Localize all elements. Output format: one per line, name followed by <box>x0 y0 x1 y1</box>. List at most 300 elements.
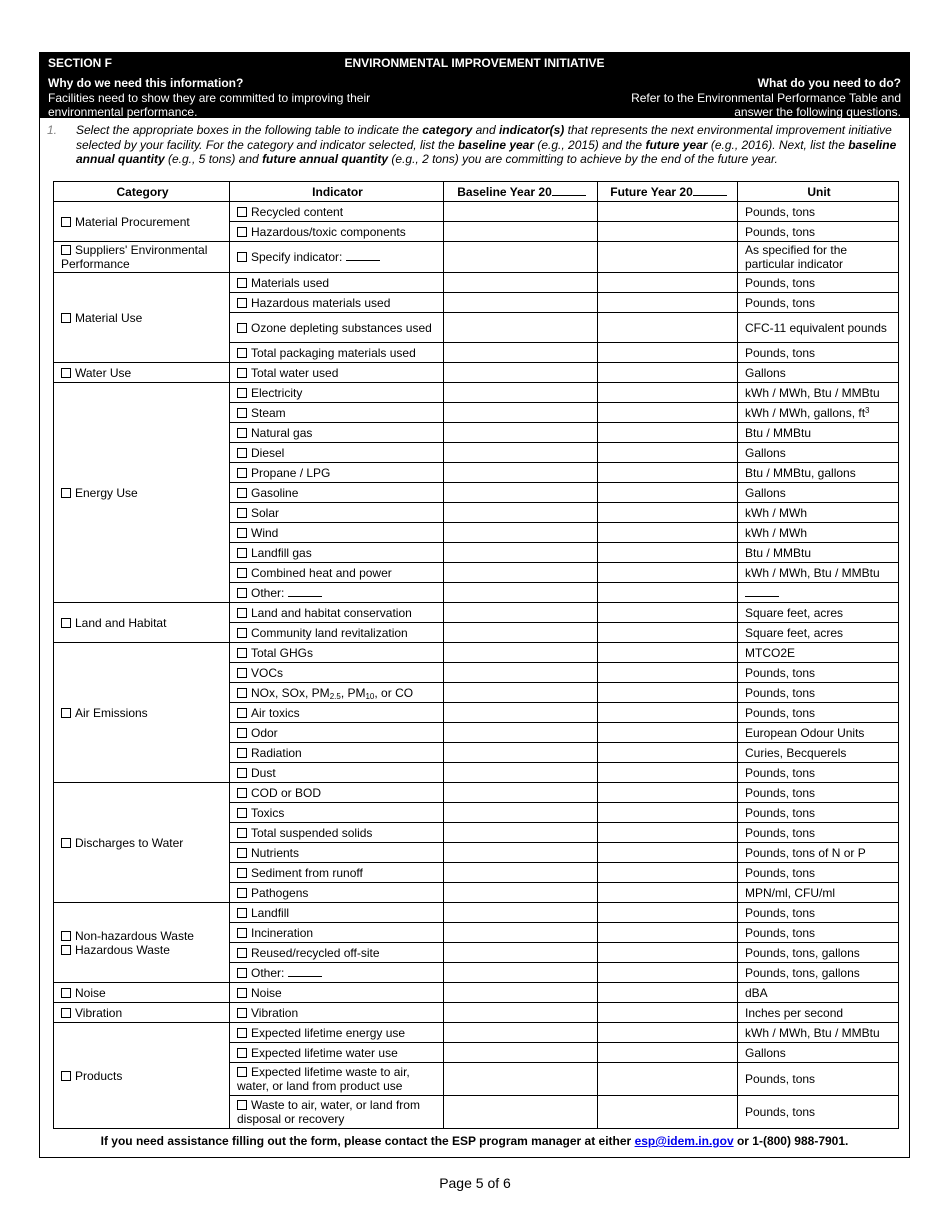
instruction-bold: category <box>422 123 473 137</box>
section-header <box>39 52 910 118</box>
baseline-quantity-cell[interactable] <box>444 222 598 242</box>
category-option[interactable] <box>61 706 224 720</box>
unit-cell <box>738 703 899 723</box>
future-quantity-cell[interactable] <box>598 293 738 313</box>
unit-label: Pounds, tons <box>745 275 816 290</box>
baseline-quantity-cell[interactable] <box>444 683 598 703</box>
indicator-checkbox[interactable] <box>237 948 247 958</box>
indicator-cell <box>230 503 444 523</box>
unit-cell <box>738 643 899 663</box>
indicator-checkbox[interactable] <box>237 278 247 288</box>
indicator-label: Landfill gas <box>251 545 312 560</box>
baseline-quantity-cell[interactable] <box>444 863 598 883</box>
future-quantity-cell[interactable] <box>598 1023 738 1043</box>
category-label: Material Procurement <box>75 214 190 229</box>
category-cell <box>54 643 230 783</box>
indicator-label: Hazardous/toxic components <box>251 224 406 239</box>
indicator-label: Expected lifetime water use <box>251 1045 398 1060</box>
unit-label: Inches per second <box>745 1005 844 1020</box>
future-quantity-cell[interactable] <box>598 703 738 723</box>
future-quantity-cell[interactable] <box>598 403 738 423</box>
category-checkbox[interactable] <box>61 945 71 955</box>
unit-cell <box>738 423 899 443</box>
future-quantity-cell[interactable] <box>598 643 738 663</box>
indicator-cell <box>230 1023 444 1043</box>
baseline-quantity-cell[interactable] <box>444 383 598 403</box>
future-quantity-cell[interactable] <box>598 1003 738 1023</box>
indicator-cell <box>230 293 444 313</box>
baseline-quantity-cell[interactable] <box>444 463 598 483</box>
category-option[interactable] <box>61 1006 224 1020</box>
baseline-quantity-cell[interactable] <box>444 563 598 583</box>
unit-label: Pounds, tons <box>745 905 816 920</box>
future-quantity-cell[interactable] <box>598 883 738 903</box>
indicator-label: Noise <box>251 985 282 1000</box>
future-quantity-cell[interactable] <box>598 443 738 463</box>
unit-label: Square feet, acres <box>745 625 844 640</box>
future-quantity-cell[interactable] <box>598 963 738 983</box>
indicator-checkbox[interactable] <box>237 1100 247 1110</box>
baseline-quantity-cell[interactable] <box>444 763 598 783</box>
future-quantity-cell[interactable] <box>598 273 738 293</box>
indicator-cell <box>230 603 444 623</box>
unit-cell <box>738 983 899 1003</box>
table-header-row <box>54 182 899 202</box>
why-answer: Facilities need to show they are committed to improving their environmental performance. <box>48 90 371 119</box>
unit-cell <box>738 723 899 743</box>
baseline-quantity-cell[interactable] <box>444 1043 598 1063</box>
indicator-label: Natural gas <box>251 425 313 440</box>
unit-label: Pounds, tons, gallons <box>745 965 860 980</box>
indicator-cell <box>230 423 444 443</box>
indicator-checkbox[interactable] <box>237 488 247 498</box>
baseline-quantity-cell[interactable] <box>444 483 598 503</box>
category-cell <box>54 1023 230 1129</box>
baseline-quantity-cell[interactable] <box>444 1023 598 1043</box>
future-quantity-cell[interactable] <box>598 383 738 403</box>
indicator-checkbox[interactable] <box>237 428 247 438</box>
indicator-cell <box>230 783 444 803</box>
baseline-quantity-cell[interactable] <box>444 1096 598 1129</box>
instruction-text-part: (e.g., 2 tons) you are committing to achieve by the end of the future year. <box>388 152 778 166</box>
indicator-checkbox[interactable] <box>237 1067 247 1077</box>
table-body <box>54 202 899 1129</box>
baseline-quantity-cell[interactable] <box>444 983 598 1003</box>
unit-cell <box>738 963 899 983</box>
baseline-quantity-cell[interactable] <box>444 843 598 863</box>
future-quantity-cell[interactable] <box>598 763 738 783</box>
baseline-quantity-cell[interactable] <box>444 202 598 222</box>
indicator-cell <box>230 703 444 723</box>
baseline-quantity-cell[interactable] <box>444 723 598 743</box>
indicator-checkbox[interactable] <box>237 848 247 858</box>
baseline-quantity-cell[interactable] <box>444 293 598 313</box>
category-checkbox[interactable] <box>61 618 71 628</box>
indicator-checkbox[interactable] <box>237 788 247 798</box>
indicator-label: Specify indicator: <box>251 250 343 264</box>
future-quantity-cell[interactable] <box>598 983 738 1003</box>
baseline-quantity-cell[interactable] <box>444 543 598 563</box>
indicator-checkbox[interactable] <box>237 323 247 333</box>
baseline-quantity-cell[interactable] <box>444 403 598 423</box>
baseline-quantity-cell[interactable] <box>444 583 598 603</box>
baseline-quantity-cell[interactable] <box>444 643 598 663</box>
indicator-checkbox[interactable] <box>237 388 247 398</box>
indicator-label: Vibration <box>251 1005 299 1020</box>
email-link[interactable]: esp@idem.in.gov <box>634 1134 734 1148</box>
future-quantity-cell[interactable] <box>598 423 738 443</box>
unit-label: Btu / MMBtu, gallons <box>745 465 856 480</box>
indicator-cell <box>230 803 444 823</box>
future-year-label: Future Year 20 <box>610 184 693 199</box>
indicator-label: Other: <box>251 585 285 600</box>
unit-label: Pounds, tons <box>745 295 816 310</box>
baseline-quantity-cell[interactable] <box>444 703 598 723</box>
header-category: Category <box>54 182 230 202</box>
indicator-cell <box>230 343 444 363</box>
indicator-label: Total suspended solids <box>251 825 373 840</box>
baseline-quantity-cell[interactable] <box>444 823 598 843</box>
assistance-phone: or 1-(800) 988-7901. <box>733 1134 849 1148</box>
baseline-quantity-cell[interactable] <box>444 963 598 983</box>
future-quantity-cell[interactable] <box>598 1043 738 1063</box>
indicator-checkbox[interactable] <box>237 688 247 698</box>
baseline-quantity-cell[interactable] <box>444 623 598 643</box>
indicator-label: Recycled content <box>251 204 344 219</box>
future-quantity-cell[interactable] <box>598 943 738 963</box>
baseline-quantity-cell[interactable] <box>444 242 598 273</box>
category-label: Land and Habitat <box>75 615 167 630</box>
indicator-checkbox[interactable] <box>237 528 247 538</box>
category-checkbox[interactable] <box>61 217 71 227</box>
indicator-cell <box>230 583 444 603</box>
future-quantity-cell[interactable] <box>598 923 738 943</box>
indicator-cell <box>230 1096 444 1129</box>
unit-label: European Odour Units <box>745 725 865 740</box>
indicator-checkbox[interactable] <box>237 968 247 978</box>
future-quantity-cell[interactable] <box>598 743 738 763</box>
future-quantity-cell[interactable] <box>598 683 738 703</box>
unit-superscript: 3 <box>865 405 870 415</box>
instruction-text-part: (e.g., 2015) and the <box>534 137 646 152</box>
indicator-label-part: NOx, SOx, PM <box>251 685 330 700</box>
unit-cell <box>738 803 899 823</box>
unit-cell <box>738 503 899 523</box>
future-quantity-cell[interactable] <box>598 583 738 603</box>
category-cell <box>54 603 230 643</box>
future-quantity-cell[interactable] <box>598 222 738 242</box>
indicator-label: Community land revitalization <box>251 625 408 640</box>
category-option[interactable] <box>61 311 224 325</box>
category-option[interactable] <box>61 215 224 229</box>
indicator-label: Pathogens <box>251 885 309 900</box>
future-quantity-cell[interactable] <box>598 803 738 823</box>
unit-cell <box>738 903 899 923</box>
baseline-quantity-cell[interactable] <box>444 943 598 963</box>
category-checkbox[interactable] <box>61 313 71 323</box>
unit-label: kWh / MWh <box>745 525 807 540</box>
future-quantity-cell[interactable] <box>598 823 738 843</box>
baseline-quantity-cell[interactable] <box>444 523 598 543</box>
table-row <box>54 643 899 663</box>
unit-label: Pounds, tons <box>745 805 816 820</box>
unit-specify-blank[interactable] <box>745 586 779 597</box>
indicator-checkbox[interactable] <box>237 348 247 358</box>
table-row <box>54 783 899 803</box>
unit-label: Pounds, tons <box>745 224 816 239</box>
unit-cell <box>738 1023 899 1043</box>
baseline-quantity-cell[interactable] <box>444 443 598 463</box>
unit-label: Pounds, tons, gallons <box>745 945 860 960</box>
indicator-checkbox[interactable] <box>237 408 247 418</box>
unit-cell <box>738 293 899 313</box>
future-quantity-cell[interactable] <box>598 1063 738 1096</box>
baseline-quantity-cell[interactable] <box>444 923 598 943</box>
unit-label: kWh / MWh, Btu / MMBtu <box>745 385 880 400</box>
indicator-checkbox[interactable] <box>237 988 247 998</box>
what-answer: Refer to the Environmental Performance Table and answer the following questions. <box>631 90 901 119</box>
future-quantity-cell[interactable] <box>598 523 738 543</box>
unit-label: kWh / MWh, Btu / MMBtu <box>745 565 880 580</box>
indicator-label: Incineration <box>251 925 314 940</box>
category-checkbox[interactable] <box>61 1071 71 1081</box>
indicator-cell <box>230 563 444 583</box>
unit-label: Gallons <box>745 365 786 380</box>
indicator-checkbox[interactable] <box>237 548 247 558</box>
indicator-checkbox[interactable] <box>237 227 247 237</box>
environmental-performance-table <box>53 181 899 1129</box>
unit-cell <box>738 543 899 563</box>
indicator-label: Materials used <box>251 275 330 290</box>
unit-label: Pounds, tons <box>745 345 816 360</box>
baseline-quantity-cell[interactable] <box>444 903 598 923</box>
indicator-specify-blank[interactable] <box>346 250 380 261</box>
baseline-quantity-cell[interactable] <box>444 663 598 683</box>
category-label: Water Use <box>75 365 132 380</box>
future-quantity-cell[interactable] <box>598 202 738 222</box>
future-quantity-cell[interactable] <box>598 563 738 583</box>
indicator-checkbox[interactable] <box>237 648 247 658</box>
indicator-checkbox[interactable] <box>237 868 247 878</box>
future-quantity-cell[interactable] <box>598 783 738 803</box>
future-quantity-cell[interactable] <box>598 503 738 523</box>
category-checkbox[interactable] <box>61 368 71 378</box>
category-checkbox[interactable] <box>61 488 71 498</box>
indicator-checkbox[interactable] <box>237 468 247 478</box>
unit-cell <box>738 313 899 343</box>
indicator-label: Other: <box>251 965 285 980</box>
indicator-checkbox[interactable] <box>237 728 247 738</box>
indicator-specify-blank[interactable] <box>288 586 322 597</box>
baseline-year-blank[interactable] <box>552 185 586 196</box>
unit-cell <box>738 273 899 293</box>
future-quantity-cell[interactable] <box>598 483 738 503</box>
category-checkbox[interactable] <box>61 838 71 848</box>
future-quantity-cell[interactable] <box>598 463 738 483</box>
indicator-cell <box>230 663 444 683</box>
category-checkbox[interactable] <box>61 245 71 255</box>
baseline-quantity-cell[interactable] <box>444 1063 598 1096</box>
indicator-label: Combined heat and power <box>251 565 392 580</box>
unit-label: Pounds, tons <box>745 1105 816 1119</box>
table-row <box>54 273 899 293</box>
indicator-checkbox[interactable] <box>237 928 247 938</box>
category-label: Suppliers' Environmental Performance <box>61 243 208 271</box>
category-cell <box>54 383 230 603</box>
indicator-label-part: , or CO <box>374 685 414 700</box>
future-quantity-cell[interactable] <box>598 843 738 863</box>
future-quantity-cell[interactable] <box>598 603 738 623</box>
indicator-checkbox[interactable] <box>237 748 247 758</box>
future-quantity-cell[interactable] <box>598 623 738 643</box>
table-row <box>54 202 899 222</box>
category-checkbox[interactable] <box>61 988 71 998</box>
category-checkbox[interactable] <box>61 931 71 941</box>
header-indicator: Indicator <box>230 182 444 202</box>
category-label: Hazardous Waste <box>75 942 170 957</box>
indicator-label: Expected lifetime waste to air, water, or land from product use <box>237 1065 410 1093</box>
header-future-year <box>598 182 738 202</box>
unit-cell <box>738 242 899 273</box>
future-quantity-cell[interactable] <box>598 242 738 273</box>
indicator-cell <box>230 443 444 463</box>
indicator-label: Total GHGs <box>251 645 314 660</box>
baseline-quantity-cell[interactable] <box>444 1003 598 1023</box>
indicator-cell <box>230 202 444 222</box>
category-option[interactable] <box>61 243 224 271</box>
indicator-label: Nutrients <box>251 845 300 860</box>
future-quantity-cell[interactable] <box>598 903 738 923</box>
future-quantity-cell[interactable] <box>598 723 738 743</box>
baseline-quantity-cell[interactable] <box>444 603 598 623</box>
section-label: SECTION F <box>48 56 113 70</box>
unit-cell <box>738 623 899 643</box>
future-quantity-cell[interactable] <box>598 863 738 883</box>
header-baseline-year <box>444 182 598 202</box>
indicator-checkbox[interactable] <box>237 1028 247 1038</box>
indicator-specify-blank[interactable] <box>288 966 322 977</box>
category-option[interactable] <box>61 486 224 500</box>
unit-cell <box>738 603 899 623</box>
indicator-cell <box>230 763 444 783</box>
indicator-checkbox[interactable] <box>237 908 247 918</box>
indicator-label: Air toxics <box>251 705 300 720</box>
header-unit: Unit <box>738 182 899 202</box>
unit-label: Pounds, tons <box>745 705 816 720</box>
baseline-quantity-cell[interactable] <box>444 783 598 803</box>
future-quantity-cell[interactable] <box>598 663 738 683</box>
baseline-quantity-cell[interactable] <box>444 313 598 343</box>
baseline-quantity-cell[interactable] <box>444 883 598 903</box>
baseline-quantity-cell[interactable] <box>444 273 598 293</box>
indicator-label: Landfill <box>251 905 290 920</box>
indicator-checkbox[interactable] <box>237 828 247 838</box>
unit-cell <box>738 883 899 903</box>
future-quantity-cell[interactable] <box>598 313 738 343</box>
instruction-text <box>76 123 907 167</box>
indicator-checkbox[interactable] <box>237 1048 247 1058</box>
indicator-checkbox[interactable] <box>237 368 247 378</box>
indicator-label: Expected lifetime energy use <box>251 1025 406 1040</box>
category-checkbox[interactable] <box>61 1008 71 1018</box>
indicator-checkbox[interactable] <box>237 207 247 217</box>
future-quantity-cell[interactable] <box>598 1096 738 1129</box>
instruction-text-part: that represents the next environmental improvement initiative selected by your facility. For the category and indicator selected, list the <box>76 123 892 152</box>
unit-label: Gallons <box>745 485 786 500</box>
indicator-checkbox[interactable] <box>237 298 247 308</box>
category-option[interactable] <box>61 1069 224 1083</box>
indicator-checkbox[interactable] <box>237 668 247 678</box>
indicator-checkbox[interactable] <box>237 768 247 778</box>
indicator-cell <box>230 222 444 242</box>
baseline-quantity-cell[interactable] <box>444 363 598 383</box>
baseline-quantity-cell[interactable] <box>444 423 598 443</box>
indicator-label: Land and habitat conservation <box>251 605 412 620</box>
indicator-cell <box>230 923 444 943</box>
indicator-label-part: , PM <box>340 685 366 700</box>
indicator-cell <box>230 983 444 1003</box>
category-cell <box>54 1003 230 1023</box>
indicator-checkbox[interactable] <box>237 628 247 638</box>
unit-label: CFC-11 equivalent pounds <box>745 320 887 335</box>
indicator-cell <box>230 1003 444 1023</box>
indicator-checkbox[interactable] <box>237 448 247 458</box>
unit-cell <box>738 763 899 783</box>
indicator-checkbox[interactable] <box>237 588 247 598</box>
baseline-quantity-cell[interactable] <box>444 343 598 363</box>
category-option[interactable] <box>61 616 224 630</box>
indicator-checkbox[interactable] <box>237 708 247 718</box>
indicator-label-part: 2.5 <box>329 691 341 701</box>
page-number: Page 5 of 6 <box>439 1175 511 1191</box>
category-option[interactable] <box>61 836 224 850</box>
unit-label: Curies, Becquerels <box>745 745 847 760</box>
future-quantity-cell[interactable] <box>598 363 738 383</box>
unit-label: dBA <box>745 985 768 1000</box>
indicator-cell <box>230 623 444 643</box>
indicator-checkbox[interactable] <box>237 508 247 518</box>
category-option[interactable] <box>61 986 224 1000</box>
indicator-checkbox[interactable] <box>237 252 247 262</box>
category-option[interactable] <box>61 929 224 943</box>
instruction-bold: baseline annual quantity <box>76 137 897 166</box>
unit-cell <box>738 843 899 863</box>
indicator-checkbox[interactable] <box>237 608 247 618</box>
indicator-checkbox[interactable] <box>237 568 247 578</box>
indicator-label: Total packaging materials used <box>251 345 416 360</box>
indicator-checkbox[interactable] <box>237 808 247 818</box>
instruction-bold: indicator(s) <box>498 123 565 137</box>
future-quantity-cell[interactable] <box>598 543 738 563</box>
category-checkbox[interactable] <box>61 708 71 718</box>
indicator-cell <box>230 723 444 743</box>
category-cell <box>54 363 230 383</box>
indicator-label: Hazardous materials used <box>251 295 391 310</box>
table-row <box>54 363 899 383</box>
future-year-blank[interactable] <box>693 185 727 196</box>
unit-cell <box>738 403 899 423</box>
unit-label: MTCO2E <box>745 645 796 660</box>
category-option[interactable] <box>61 366 224 380</box>
future-quantity-cell[interactable] <box>598 343 738 363</box>
indicator-checkbox[interactable] <box>237 888 247 898</box>
category-option[interactable] <box>61 943 224 957</box>
baseline-quantity-cell[interactable] <box>444 803 598 823</box>
indicator-label: Odor <box>251 725 278 740</box>
baseline-quantity-cell[interactable] <box>444 743 598 763</box>
baseline-quantity-cell[interactable] <box>444 503 598 523</box>
indicator-checkbox[interactable] <box>237 1008 247 1018</box>
